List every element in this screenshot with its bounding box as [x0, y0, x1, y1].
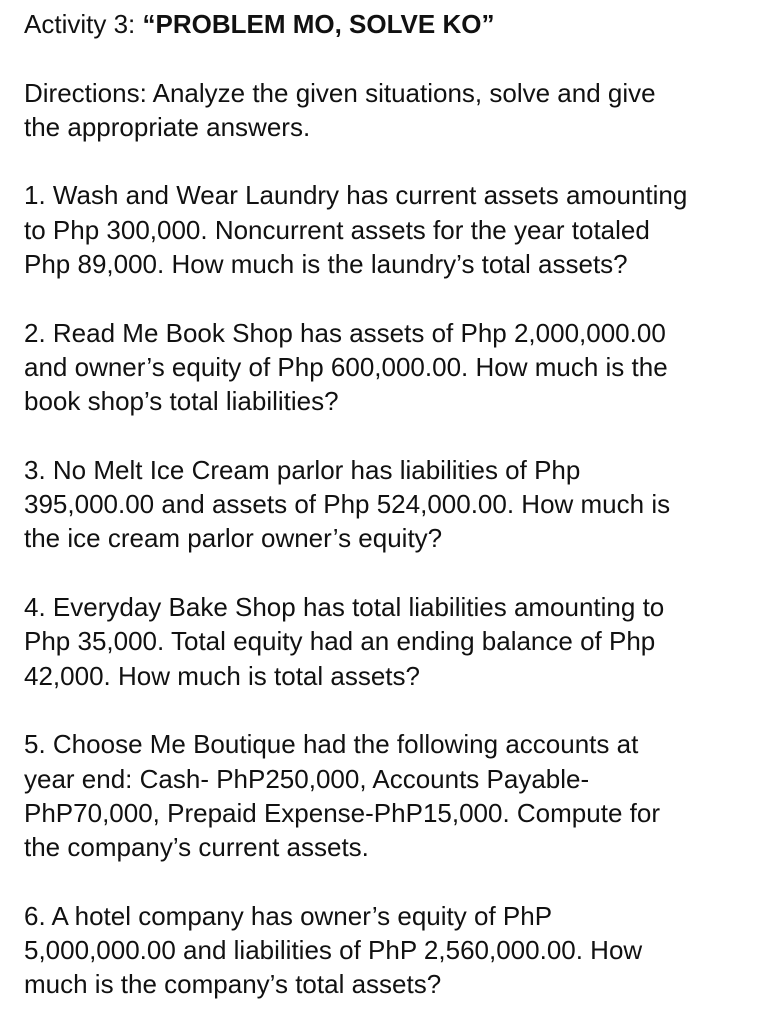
problem-1 [24, 178, 760, 281]
problem-line: book shop’s total liabilities? [24, 386, 339, 417]
problem-line: the company’s current assets. [24, 832, 369, 863]
problem-line: Php 35,000. Total equity had an ending balance of Php [24, 626, 656, 657]
problem-line: and owner’s equity of Php 600,000.00. How much is the [24, 351, 668, 382]
problem-line: the ice cream parlor owner’s equity? [24, 523, 443, 554]
problem-line: 395,000.00 and assets of Php 524,000.00. How much is [24, 489, 671, 520]
problem-3 [24, 453, 760, 556]
activity-document [24, 7, 760, 1002]
problem-line: Php 89,000. How much is the laundry’s total assets? [24, 249, 628, 280]
directions-line: the appropriate answers. [24, 111, 311, 142]
problem-line: to Php 300,000. Noncurrent assets for the year totaled [24, 214, 650, 245]
problem-line: 5. Choose Me Boutique had the following accounts at [24, 729, 639, 760]
spacer [24, 281, 760, 315]
problem-2 [24, 316, 760, 419]
problem-line: 3. No Melt Ice Cream parlor has liabilities of Php [24, 454, 581, 485]
directions-paragraph [24, 76, 760, 145]
problem-line: 2. Read Me Book Shop has assets of Php 2,000,000.00 [24, 317, 666, 348]
problem-6 [24, 899, 760, 1002]
activity-label: Activity 3: [24, 9, 143, 39]
spacer [24, 41, 760, 75]
problem-line: much is the company’s total assets? [24, 969, 442, 1000]
spacer [24, 144, 760, 178]
spacer [24, 693, 760, 727]
activity-title: “PROBLEM MO, SOLVE KO” [142, 9, 495, 39]
problem-line: 6. A hotel company has owner’s equity of PhP [24, 900, 553, 931]
spacer [24, 864, 760, 898]
problem-5 [24, 727, 760, 864]
spacer [24, 419, 760, 453]
activity-heading [24, 7, 760, 41]
problem-line: 4. Everyday Bake Shop has total liabilities amounting to [24, 592, 665, 623]
problem-4 [24, 590, 760, 693]
problem-line: 1. Wash and Wear Laundry has current assets amounting [24, 180, 688, 211]
problem-line: 5,000,000.00 and liabilities of PhP 2,560,000.00. How [24, 935, 643, 966]
spacer [24, 556, 760, 590]
problem-line: PhP70,000, Prepaid Expense-PhP15,000. Compute for [24, 797, 660, 828]
problem-line: year end: Cash- PhP250,000, Accounts Payable- [24, 763, 590, 794]
directions-line: Directions: Analyze the given situations, solve and give [24, 77, 656, 108]
problem-line: 42,000. How much is total assets? [24, 660, 420, 691]
